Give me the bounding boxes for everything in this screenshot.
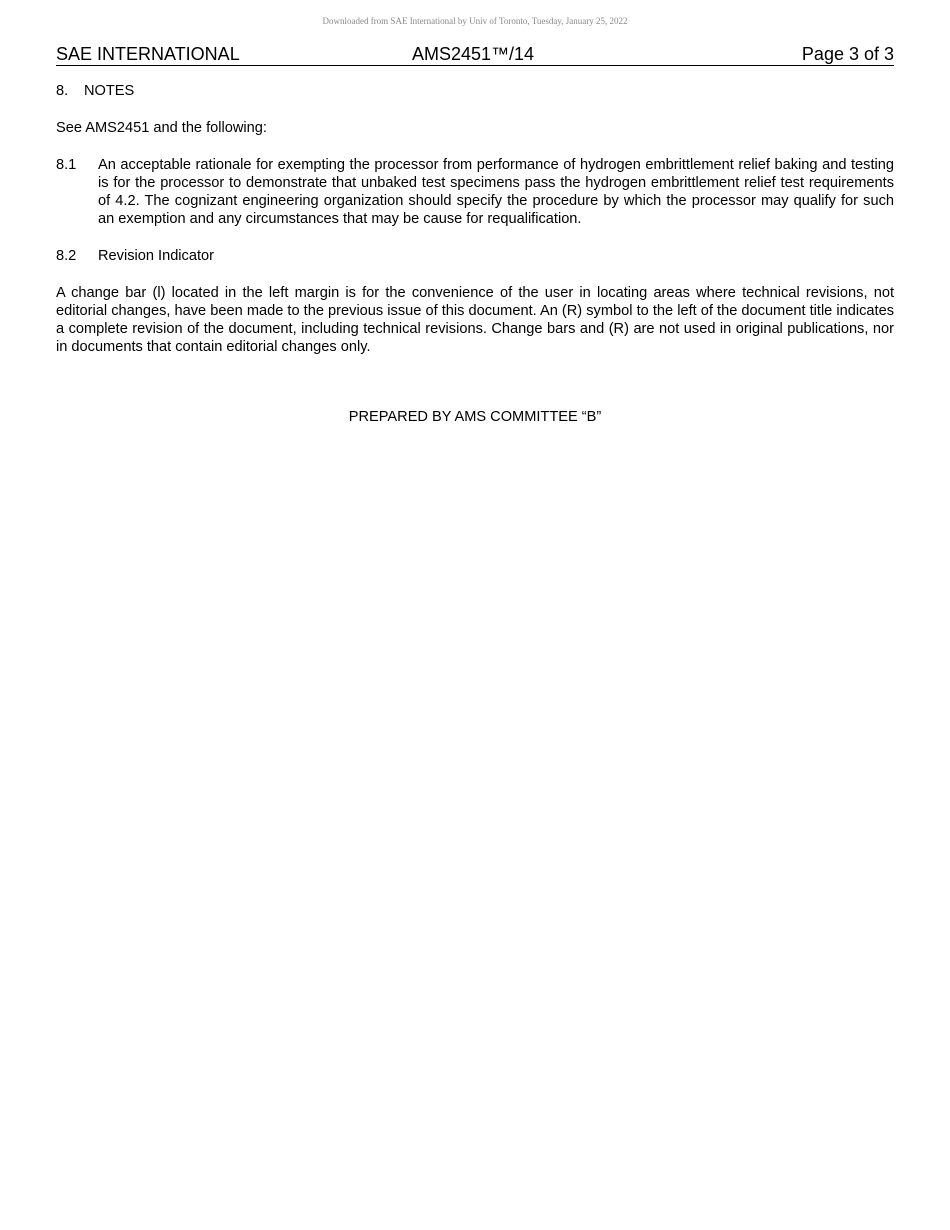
header-page-number: Page 3 of 3 [801,44,894,64]
revision-indicator-paragraph: A change bar (l) located in the left margin is for the convenience of the user in locating areas where technical revisions, not editorial changes, have been made to the previous issue of this document. An (R) symbol to the left of the document title indicates a complete revision of the document, including technical revisions. Change bars and (R) are not used in original publications, nor in documents that contain editorial changes only. [56,285,894,355]
subsection-number: 8.2 [56,248,77,264]
section-heading [56,82,894,100]
subsection-8-2 [56,247,894,265]
page-header [56,43,894,66]
subsection-title: Revision Indicator [98,248,214,264]
header-org: SAE INTERNATIONAL [56,44,240,64]
section-title: NOTES [84,83,135,99]
prepared-by-line: PREPARED BY AMS COMMITTEE “B” [348,409,602,425]
section-number: 8. [56,83,69,99]
section-intro: See AMS2451 and the following: [56,120,267,136]
header-doc-id: AMS2451™/14 [412,44,535,64]
subsection-text: An acceptable rationale for exempting the processor from performance of hydrogen embrittlement relief baking and testing is for the processor to demonstrate that unbaked test specimens pass the hydrogen embrittlement relief test requirements of 4.2. The cognizant engineering organization should specify the procedure by which the processor may qualify for such an exemption and any circumstances that may be cause for requalification. [98,157,894,227]
download-watermark: Downloaded from SAE International by Univ of Toronto, Tuesday, January 25, 2022 [322,16,628,26]
subsection-8-1 [56,156,894,228]
document-body [56,82,894,375]
subsection-number: 8.1 [56,157,77,173]
